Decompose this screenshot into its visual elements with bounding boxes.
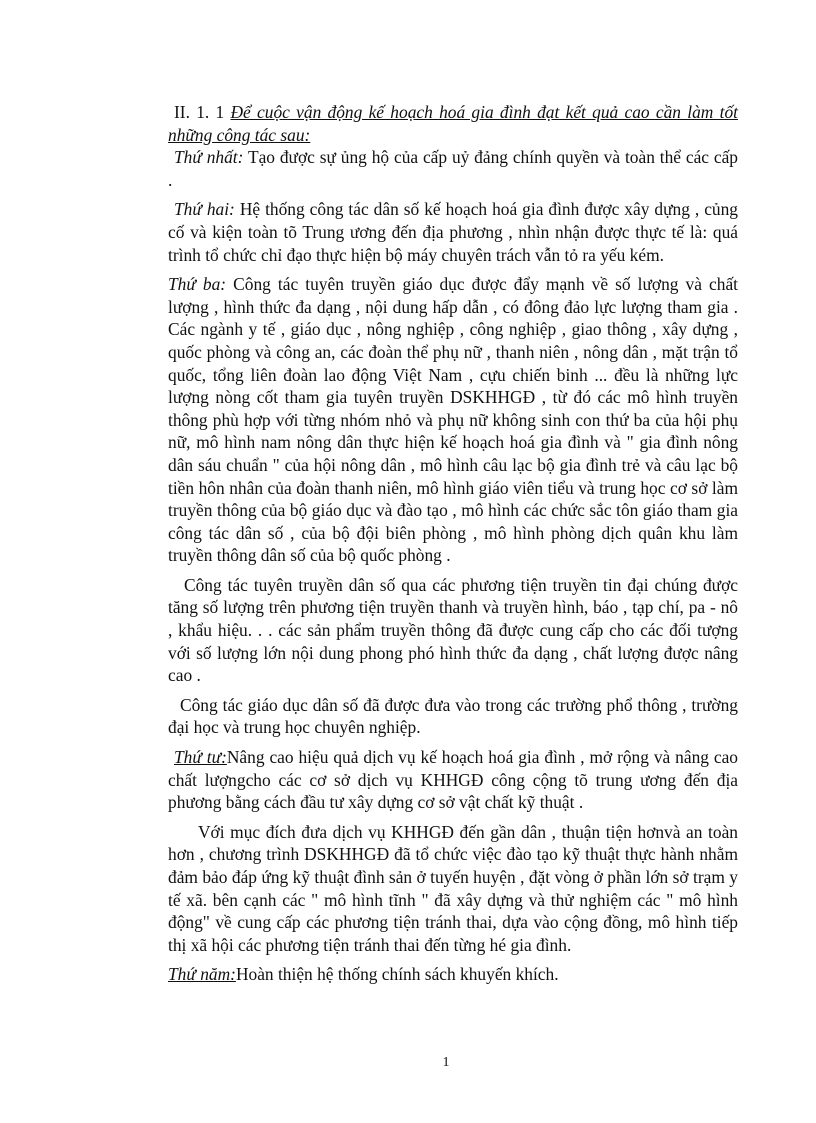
- paragraph-text: Hoàn thiện hệ thống chính sách khuyến khích.: [235, 964, 559, 985]
- paragraph-education: [168, 694, 738, 739]
- paragraph-fifth: [168, 963, 738, 986]
- paragraph-label: Thứ năm:: [168, 964, 236, 985]
- paragraph-text: Hệ thống công tác dân số kế hoạch hoá gia đình được xây dựng , củng cố và kiện toàn tõ Trung ương đến địa phương , nhìn nhận được thực tế là: quá trình tổ chức chỉ đạo thực hiện bộ máy chuyên trách vẫn tỏ ra yếu kém.: [168, 199, 738, 265]
- section-heading: [168, 101, 738, 146]
- paragraph-first: [168, 146, 738, 191]
- paragraph-label: Thứ nhất:: [174, 147, 244, 168]
- paragraph-fourth: [168, 746, 738, 814]
- paragraph-second: [168, 198, 738, 266]
- paragraph-third: [168, 273, 738, 567]
- paragraph-label: Thứ tư:: [174, 747, 227, 768]
- paragraph-label: Thứ hai:: [174, 199, 235, 220]
- page-number: 1: [442, 1055, 450, 1070]
- paragraph-text: Nâng cao hiệu quả dịch vụ kế hoạch hoá gia đình , mở rộng và nâng cao chất lượngcho các cơ sở dịch vụ KHHGĐ công cộng tõ trung ương đến địa phương bằng cách đầu tư xây dựng cơ sở vật chất kỹ thuật .: [168, 747, 738, 813]
- paragraph-text: Công tác tuyên truyền giáo dục được đẩy mạnh về số lượng và chất lượng , hình thức đa dạng , nội dung hấp dẫn , có đông đảo lực lượng tham gia . Các ngành y tế , giáo dục , nông nghiệp , công nghiệp , giao thông , xây dựng , quốc phòng và công an, các đoàn thể phụ nữ , thanh niên , nông dân , mặt trận tổ quốc, tổng liên đoàn lao động Việt Nam , cựu chiến binh ... đều là những lực lượng nòng cốt tham gia tuyên truyền DSKHHGĐ , từ đó các mô hình truyền thông phù hợp với từng nhóm nhỏ và phụ nữ không sinh con thứ ba của hội phụ nữ, mô hình nam nông dân thực hiện kế hoạch hoá gia đình và " gia đình nông dân sáu chuẩn " của hội nông dân , mô hình câu lạc bộ gia đình trẻ và câu lạc bộ tiền hôn nhân của đoàn thanh niên, mô hình giáo viên tiểu và trung học cơ sở làm truyền thông của bộ giáo dục và đào tạo , mô hình các chức sắc tôn giáo tham gia công tác dân số , của bộ đội biên phòng , mô hình phòng dịch quân khu làm truyền thông dân số của bộ quốc phòng .: [168, 274, 738, 566]
- paragraph-services: [168, 821, 738, 957]
- paragraph-media: [168, 574, 738, 687]
- section-title: Để cuộc vận động kế hoạch hoá gia đình đạt kết quả cao cần làm tốt những công tác sau:: [168, 102, 738, 145]
- paragraph-text: Công tác giáo dục dân số đã được đưa vào trong các trường phổ thông , trường đại học và trung học chuyên nghiệp.: [168, 694, 738, 738]
- paragraph-text: Với mục đích đưa dịch vụ KHHGĐ đến gần dân , thuận tiện hơnvà an toàn hơn , chương trình DSKHHGĐ đã tổ chức việc đào tạo kỹ thuật thực hành nhằm đảm bảo đáp ứng kỹ thuật đình sản ở tuyến huyện , đặt vòng ở phần lớn sở trạm y tế xã. bên cạnh các " mô hình tĩnh " đã xây dựng và thử nghiệm các " mô hình động" về cung cấp các phương tiện tránh thai, dựa vào cộng đồng, mô hình tiếp thị xã hội các phương tiện tránh thai đến từng hé gia đình.: [168, 821, 738, 955]
- document-body: [168, 101, 738, 986]
- section-number: II. 1. 1: [174, 102, 231, 122]
- paragraph-text: Công tác tuyên truyền dân số qua các phương tiện truyền tin đại chúng được tăng số lượng trên phương tiện truyền thanh và truyền hình, báo , tạp chí, pa - nô , khẩu hiệu. . . các sản phẩm truyền thông đã được cung cấp cho các đối tượng với số lượng lớn nội dung phong phó hình thức đa dạng , chất lượng được nâng cao .: [168, 574, 738, 686]
- paragraph-label: Thứ ba:: [168, 274, 227, 295]
- paragraph-text: Tạo được sự ủng hộ của cấp uỷ đảng chính quyền và toàn thể các cấp .: [168, 147, 738, 190]
